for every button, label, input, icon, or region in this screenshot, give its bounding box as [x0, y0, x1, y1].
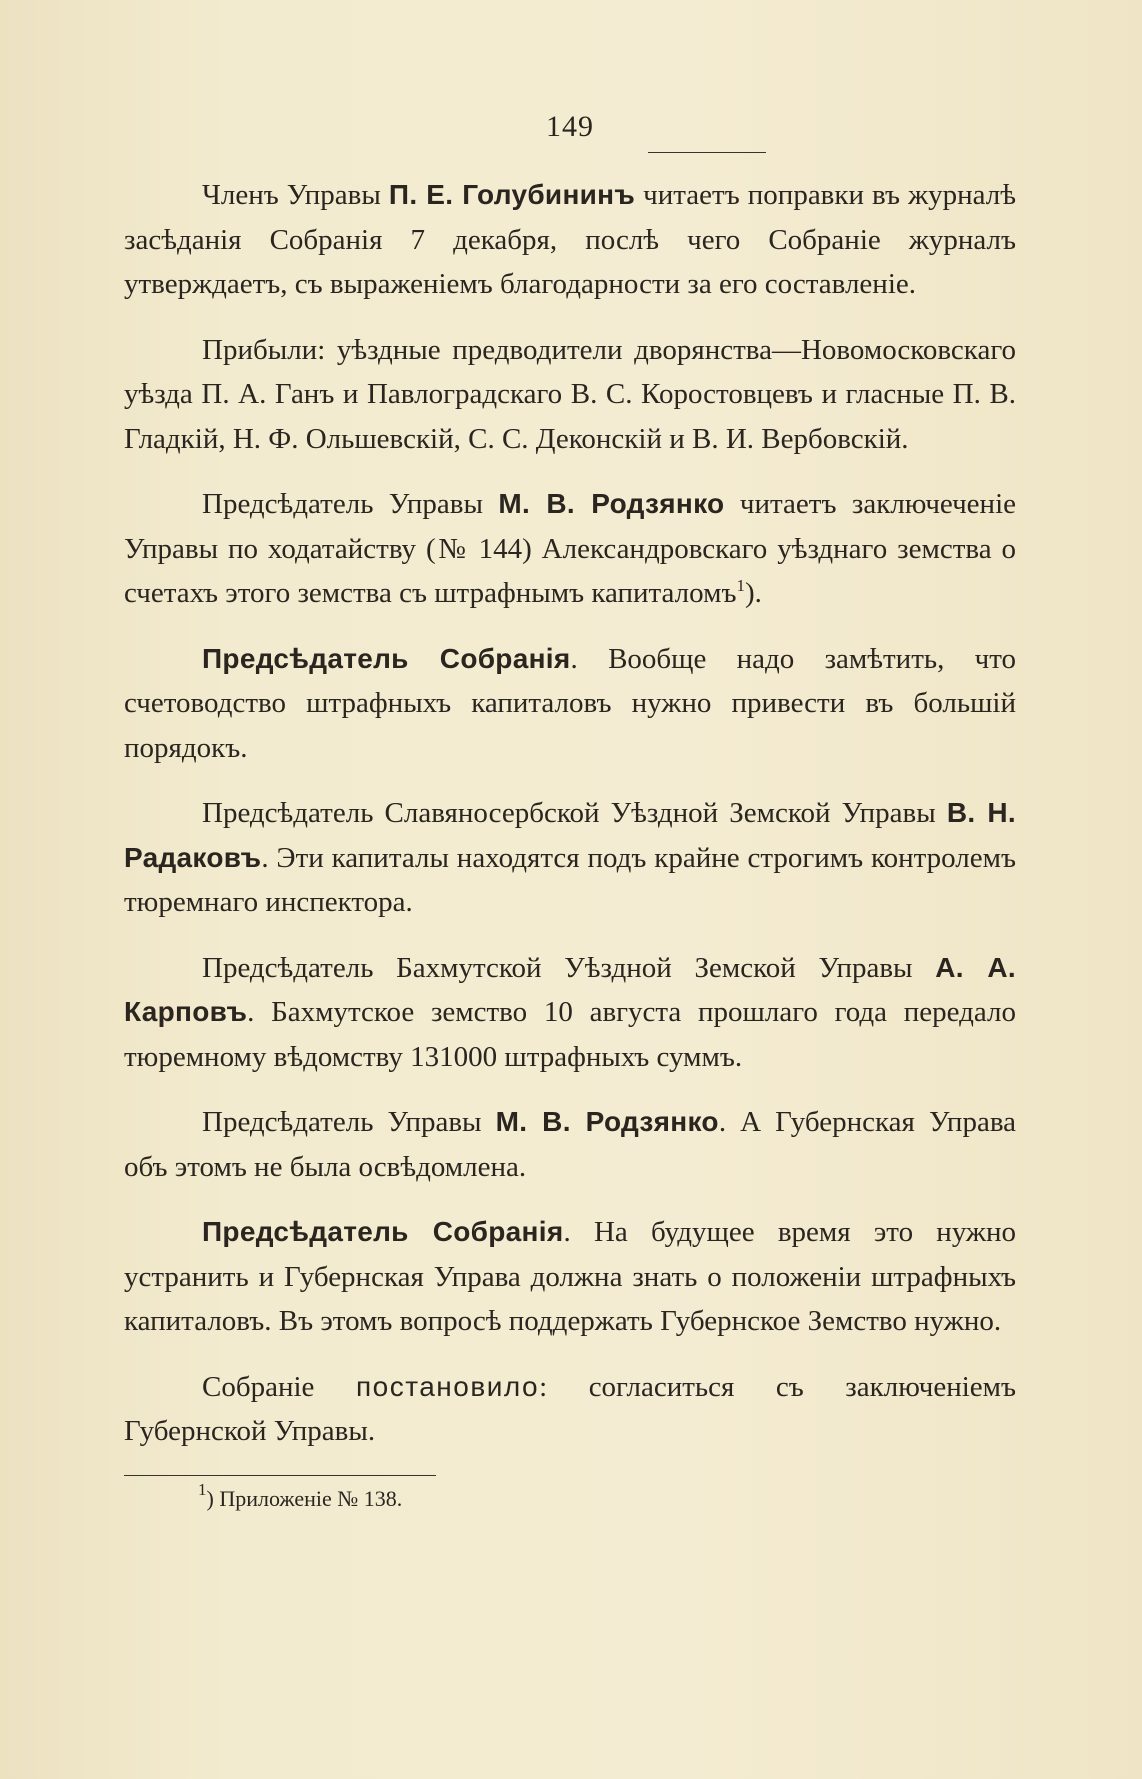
paragraph-text: . Вообще надо замѣтить, что счетоводство штрафныхъ капиталовъ нужно привести въ большій порядокъ.	[124, 642, 1016, 764]
paragraph-text: читаетъ заключеченіе Управы по ходатайству (№ 144) Александровскаго уѣзднаго земства о счетахъ этого земства съ штрафнымъ капиталомъ	[124, 488, 1016, 609]
body-text	[124, 173, 1016, 1454]
paragraph	[124, 637, 1016, 771]
page-number: 149	[546, 110, 594, 143]
speaker-name: М. В. Родзянко	[495, 1106, 719, 1137]
footnote-marker: 1	[198, 1479, 207, 1499]
paragraph-text: читаетъ поправки въ журналѣ засѣданія Собранія 7 декабря, послѣ чего Собраніе журналъ утверждаетъ, съ выраженіемъ благодарности за его составленіе.	[124, 179, 1016, 300]
paragraph-text: Предсѣдатель Управы	[202, 1106, 496, 1138]
paragraph-text: Предсѣдатель Бахмутской Уѣздной Земской Управы	[202, 951, 936, 984]
speaker-name: Предсѣдатель Собранія	[202, 1216, 564, 1247]
paragraph	[124, 173, 1016, 307]
paragraph-text: Прибыли: уѣздные предводители дворянства—Новомосковскаго уѣзда П. А. Ганъ и Павлоградскаго В. С. Коростовцевъ и гласные П. В. Гладкій, Н. Ф. Ольшевскій, С. С. Деконскій и В. И. Вербовскій.	[124, 333, 1016, 455]
paragraph-text: . На будущее время это нужно устранить и Губернская Управа должна знать о положеніи штрафныхъ капиталовъ. Въ этомъ вопросѣ поддержать Губернское Земство нужно.	[124, 1216, 1016, 1337]
paragraph-text: . А Губернская Управа объ этомъ не была освѣдомлена.	[124, 1106, 1016, 1183]
paragraph-text: Предсѣдатель Управы	[202, 488, 499, 520]
paragraph	[124, 946, 1016, 1080]
paragraph	[124, 328, 1016, 462]
paragraph	[124, 1210, 1016, 1344]
resolution-keyword: постановило	[355, 1370, 540, 1402]
paragraph-text: Собраніе	[202, 1370, 356, 1403]
paragraph-text: ).	[744, 577, 762, 609]
footnote	[198, 1479, 1016, 1514]
paragraph	[124, 1365, 1016, 1454]
paragraph	[124, 791, 1016, 925]
paragraph-text: : согласиться съ заключеніемъ Губернской Управы.	[124, 1370, 1017, 1447]
footnote-text: ) Приложеніе № 138.	[206, 1485, 403, 1511]
speaker-name: М. В. Родзянко	[498, 488, 725, 519]
footnote-reference: 1	[736, 576, 745, 595]
paragraph-text: . Бахмутское земство 10 августа прошлаго года передало тюремному вѣдомству 131000 штрафныхъ суммъ.	[124, 996, 1016, 1073]
page-number-rule	[648, 152, 766, 153]
speaker-name: П. Е. Голубининъ	[388, 179, 636, 210]
speaker-name: В. Н. Радаковъ	[124, 797, 1016, 873]
speaker-name: Предсѣдатель Собранія	[202, 642, 571, 674]
speaker-name: А. А. Карповъ	[124, 951, 1016, 1027]
paragraph	[124, 482, 1016, 616]
footnote-rule	[124, 1475, 436, 1476]
paragraph	[124, 1100, 1016, 1189]
paragraph-text: Предсѣдатель Славяносербской Уѣздной Земской Управы	[202, 797, 947, 829]
paragraph-text: . Эти капиталы находятся подъ крайне строгимъ контролемъ тюремнаго инспектора.	[124, 841, 1016, 918]
paragraph-text: Членъ Управы	[202, 179, 389, 211]
